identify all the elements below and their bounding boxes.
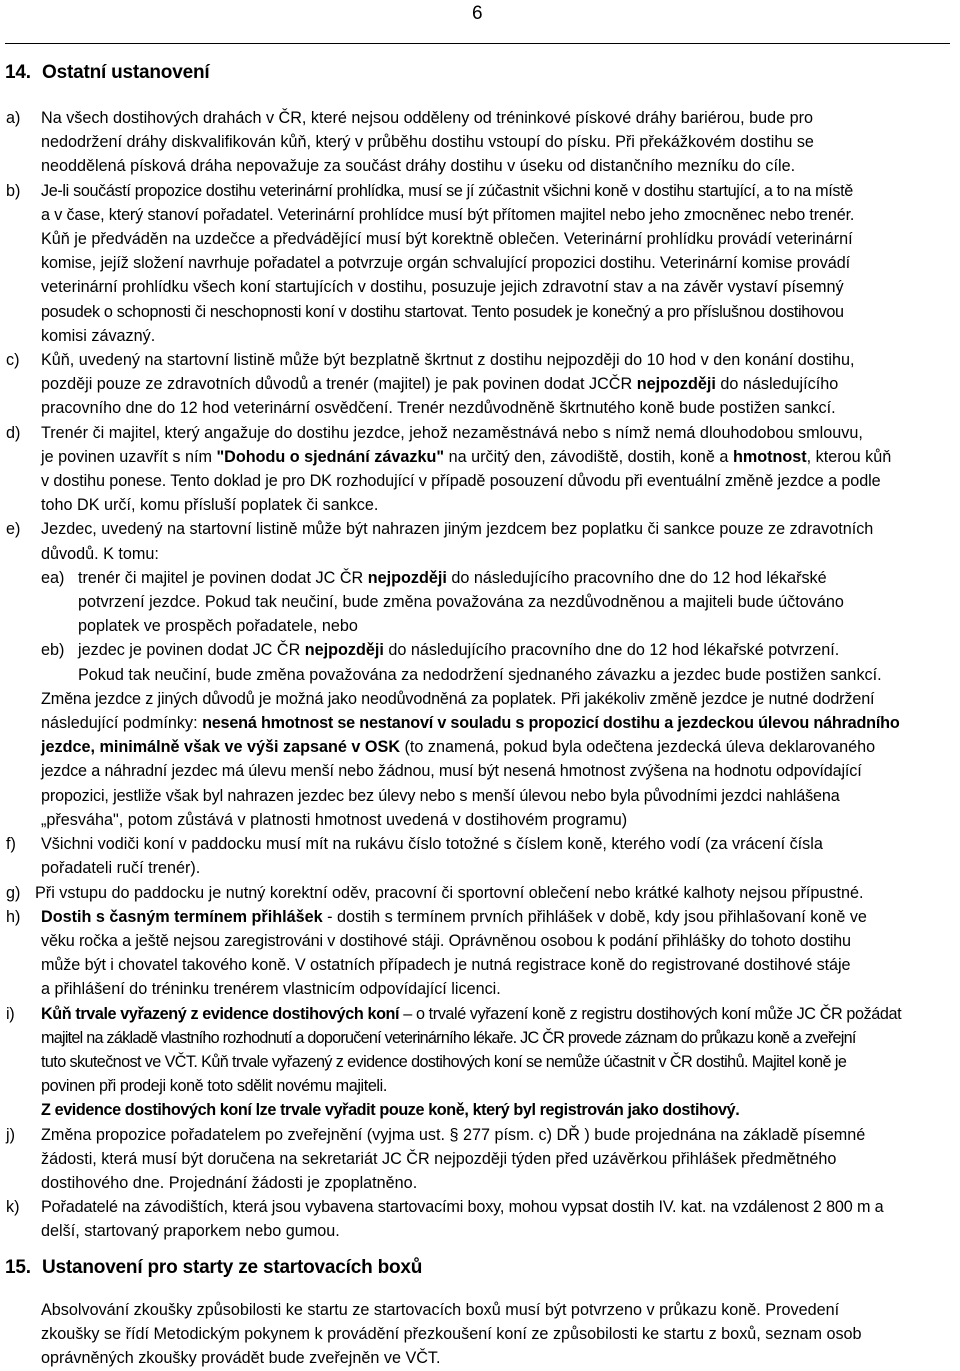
text-run: trenér či majitel je povinen dodat JC ČR xyxy=(78,568,368,587)
clause-e xyxy=(0,517,960,832)
text-line: Všichni vodiči koní v paddocku musí mít na rukávu číslo totožné s číslem koně, kterého vodí (za vrácení čísla xyxy=(41,835,823,854)
text-line: a v čase, který stanoví pořadatel. Veterinární prohlídce musí být přítomen majitel nebo jeho zmocněnec nebo trenér. xyxy=(41,205,855,224)
text-line: toho DK určí, komu přísluší poplatek či sankce. xyxy=(41,496,379,515)
text-run: později pouze ze zdravotních důvodů a trenér (majitel) je pak povinen dodat JCČR xyxy=(41,375,637,394)
text-line: Pořadatelé na závodištích, která jsou vybavena startovacími boxy, mohou vypsat dostih IV. kat. na vzdálenost 2 800 m a xyxy=(41,1198,884,1217)
text-line: Změna jezdce z jiných důvodů je možná jako neodůvodněná za poplatek. Při jakékoliv změně jezdce je nutné dodržení xyxy=(41,689,875,708)
text-line: Na všech dostihových drahách v ČR, které nejsou odděleny od tréninkové pískové dráhy bariérou, bude pro xyxy=(41,109,814,127)
clause-label: g) xyxy=(6,883,21,902)
clause-label: a) xyxy=(6,109,21,127)
text-line: věku ročka a ještě nejsou zaregistrováni v dostihové stáji. Oprávněnou osobou k podání přihlášky do tohoto dostihu xyxy=(41,931,851,950)
text-line: Trenér či majitel, který angažuje do dostihu jezdce, jehož nezaměstnává nebo s nímž nemá dlouhodobou smlouvu, xyxy=(41,423,863,442)
text-line: pracovního dne do 12 hod veterinární osvědčení. Trenér nezdůvodněně škrtnutého koně bude postižen sankcí. xyxy=(41,399,836,418)
text-run: do následujícího pracovního dne do 12 hod lékařské potvrzení. xyxy=(383,641,840,660)
page-number: 6 xyxy=(472,3,483,24)
text-line xyxy=(41,1002,960,1026)
text-line: dostihového dne. Projednání žádosti je zpoplatněno. xyxy=(41,1173,418,1192)
section-15-heading xyxy=(5,1256,422,1280)
text-line xyxy=(41,735,960,759)
text-line: poplatek ve prospěch pořadatele, nebo xyxy=(78,617,358,636)
bold-text: jezdce, minimálně však ve výši zapsané v OSK xyxy=(41,738,401,757)
section-title: Ustanovení pro starty ze startovacích boxů xyxy=(42,1257,423,1278)
bold-text: nejpozději xyxy=(304,641,384,660)
text-line: pořadateli ručí trenér). xyxy=(41,859,201,878)
text-line: Pokud tak neučiní, bude změna považována za nedodržení sjednaného závazku a jezdec bude postižen sankcí. xyxy=(78,665,882,684)
clause-label: f) xyxy=(6,835,16,854)
section-14-body xyxy=(0,106,960,1244)
text-line: veterinární prohlídku všech koní startujících v dostihu, posuzuje jejich zdravotní stav a na závěr vystaví písemný xyxy=(41,278,844,297)
text-line xyxy=(41,445,960,469)
section-15-paragraph xyxy=(0,1298,960,1371)
text-line xyxy=(41,711,960,735)
clause-i xyxy=(0,1002,960,1123)
text-run: do následujícího xyxy=(715,375,839,394)
bold-text-line: Z evidence dostihových koní lze trvale vyřadit pouze koně, který byl registrován jako dostihový. xyxy=(41,1101,740,1120)
text-run: následující podmínky: xyxy=(41,714,203,733)
section-number: 15. xyxy=(5,1257,31,1278)
text-line: může být i chovatel takového koně. V ostatních případech je nutná registrace koně do registrované dostihové stáje xyxy=(41,956,851,975)
text-line: komisi závazný. xyxy=(41,326,156,345)
section-15-body xyxy=(0,1298,960,1371)
text-run: – o trvalé vyřazení koně z registru dostihových koní může JC ČR požádat xyxy=(399,1004,902,1023)
text-line: delší, startovaný praporkem nebo gumou. xyxy=(41,1222,340,1241)
clause-label: d) xyxy=(6,423,21,442)
text-line: Kůň je předváděn na uzdečce a předvádějící musí být korektně oblečen. Veterinární prohlídku provádí veterinární xyxy=(41,230,853,249)
clause-label: h) xyxy=(6,907,21,926)
clause-k xyxy=(0,1195,960,1243)
text-line: zkoušky se řídí Metodickým pokynem k provádění přezkoušení koní ze způsobilosti ke startu z boxů, seznam osob xyxy=(41,1325,862,1344)
text-line: nedodržení dráhy diskvalifikován kůň, který v průběhu dostihu vstoupí do písku. Při překážkovém dostihu se xyxy=(41,133,814,152)
text-line: majitel na základě vlastního rozhodnutí a doporučení veterinárního lékaře. JC ČR provede záznam do průkazu koně a zveřejní xyxy=(41,1028,856,1047)
text-line: potvrzení jezdce. Pokud tak neučiní, bude změna považována za nezdůvodněnou a majiteli bude účtováno xyxy=(78,593,844,612)
text-run: na určitý den, závodiště, dostih, koně a xyxy=(444,447,733,466)
text-line: v dostihu ponese. Tento doklad je pro DK rozhodující v případě posouzení důvodu při eventuální změně jezdce a podle xyxy=(41,472,881,491)
clause-d xyxy=(0,421,960,518)
text-line: „přesváha", potom zůstává v platnosti hmotnost uvedená v dostihovém programu) xyxy=(41,810,628,829)
subclause-eb xyxy=(0,638,960,686)
text-run: - dostih s termínem prvních přihlášek v době, kdy jsou přihlašovaní koně ve xyxy=(322,907,867,926)
bold-text: Kůň trvale vyřazený z evidence dostihových koní xyxy=(41,1004,400,1023)
text-run: , kterou kůň xyxy=(806,447,892,466)
bold-text: nejpozději xyxy=(367,568,447,587)
text-line xyxy=(41,905,960,929)
bold-text: "Dohodu o sjednání závazku" xyxy=(216,447,445,466)
clause-f xyxy=(0,832,960,880)
clause-b xyxy=(0,179,960,348)
text-line xyxy=(78,638,960,662)
clause-label: e) xyxy=(6,520,21,539)
text-line: žádosti, která musí být doručena na sekretariát JC ČR nejpozději týden před uzávěrkou přihlášek předmětného xyxy=(41,1149,837,1168)
text-line: Je-li součástí propozice dostihu veterinární prohlídka, musí se jí zúčastnit všichni koně v dostihu startující, a to na místě xyxy=(41,181,853,200)
text-line: povinen při prodeji koně toto sdělit novému majiteli. xyxy=(41,1077,387,1096)
text-line xyxy=(41,372,960,396)
text-line: Jezdec, uvedený na startovní listině může být nahrazen jiným jezdcem bez poplatku či sankce pouze ze zdravotních xyxy=(41,520,874,539)
header-rule xyxy=(5,43,950,44)
clause-label: i) xyxy=(6,1004,15,1023)
text-line: propozici, jestliže však byl nahrazen jezdec bez úlevy nebo s menší úlevou nebo byla původními jezdci nahlášena xyxy=(41,786,840,805)
text-line: tuto skutečnost ve VČT. Kůň trvale vyřazený z evidence dostihových koní se nemůže účastnit v ČR dostihů. Majitel koně je xyxy=(41,1052,847,1071)
clause-a xyxy=(0,106,960,179)
text-line: a přihlášení do tréninku trenérem vlastnicím odpovídající licenci. xyxy=(41,980,501,999)
text-line: důvodů. K tomu: xyxy=(41,544,159,563)
text-line: komise, jejíž složení navrhuje pořadatel a potvrzuje orgán schvalující propozici dostihu. Veterinární komise provádí xyxy=(41,254,850,273)
text-run: jezdec je povinen dodat JC ČR xyxy=(78,641,305,660)
text-line: oprávněných zkoušky provádět bude zveřejněn ve VČT. xyxy=(41,1349,441,1368)
text-run: je povinen uzavřít s ním xyxy=(41,447,217,466)
section-number: 14. xyxy=(5,62,31,83)
subclause-label: ea) xyxy=(41,568,65,587)
text-run: do následujícího pracovního dne do 12 hod lékařské xyxy=(446,568,827,587)
bold-text: nesená hmotnost se nestanoví v souladu s propozicí dostihu a jezdeckou úlevou náhradního xyxy=(202,714,900,733)
text-line: neoddělená písková dráha nepovažuje za součást dráhy dostihu v úseku od distančního mezníku do cíle. xyxy=(41,157,796,176)
text-line: jezdce a náhradní jezdec má úlevu menší nebo žádnou, musí být nesená hmotnost zvýšena na hodnotu odpovídající xyxy=(41,762,862,781)
text-line xyxy=(78,566,960,590)
clause-h xyxy=(0,905,960,1002)
bold-text: nejpozději xyxy=(636,375,716,394)
clause-label: j) xyxy=(6,1125,15,1144)
subclause-label: eb) xyxy=(41,641,65,660)
text-line: Změna propozice pořadatelem po zveřejnění (vyjma ust. § 277 písm. c) DŘ ) bude projednána na základě písemné xyxy=(41,1125,866,1144)
text-line: posudek o schopnosti či neschopnosti koní v dostihu startovat. Tento posudek je konečný a pro příslušnou dostihovou xyxy=(41,302,844,321)
clause-label: b) xyxy=(6,181,21,200)
bold-text: hmotnost xyxy=(732,447,807,466)
clause-label: k) xyxy=(6,1198,20,1217)
clause-label: c) xyxy=(6,351,20,370)
text-run: (to znamená, pokud byla odečtena jezdecká úleva deklarovaného xyxy=(400,738,876,757)
text-line: Kůň, uvedený na startovní listině může být bezplatně škrtnut z dostihu nejpozději do 10 hod v den konání dostihu, xyxy=(41,351,855,370)
bold-text: Dostih s časným termínem přihlášek xyxy=(41,907,323,926)
clause-c xyxy=(0,348,960,421)
section-title: Ostatní ustanovení xyxy=(42,62,210,83)
clause-j xyxy=(0,1123,960,1196)
subclause-ea xyxy=(0,566,960,639)
text-line: Při vstupu do paddocku je nutný korektní oděv, pracovní či sportovní oblečení nebo krátké kalhoty nejsou přípustné. xyxy=(35,883,864,902)
clause-g xyxy=(0,881,960,905)
text-line: Absolvování zkoušky způsobilosti ke startu ze startovacích boxů musí být potvrzeno v průkazu koně. Provedení xyxy=(41,1301,840,1319)
section-14-heading xyxy=(5,61,209,85)
